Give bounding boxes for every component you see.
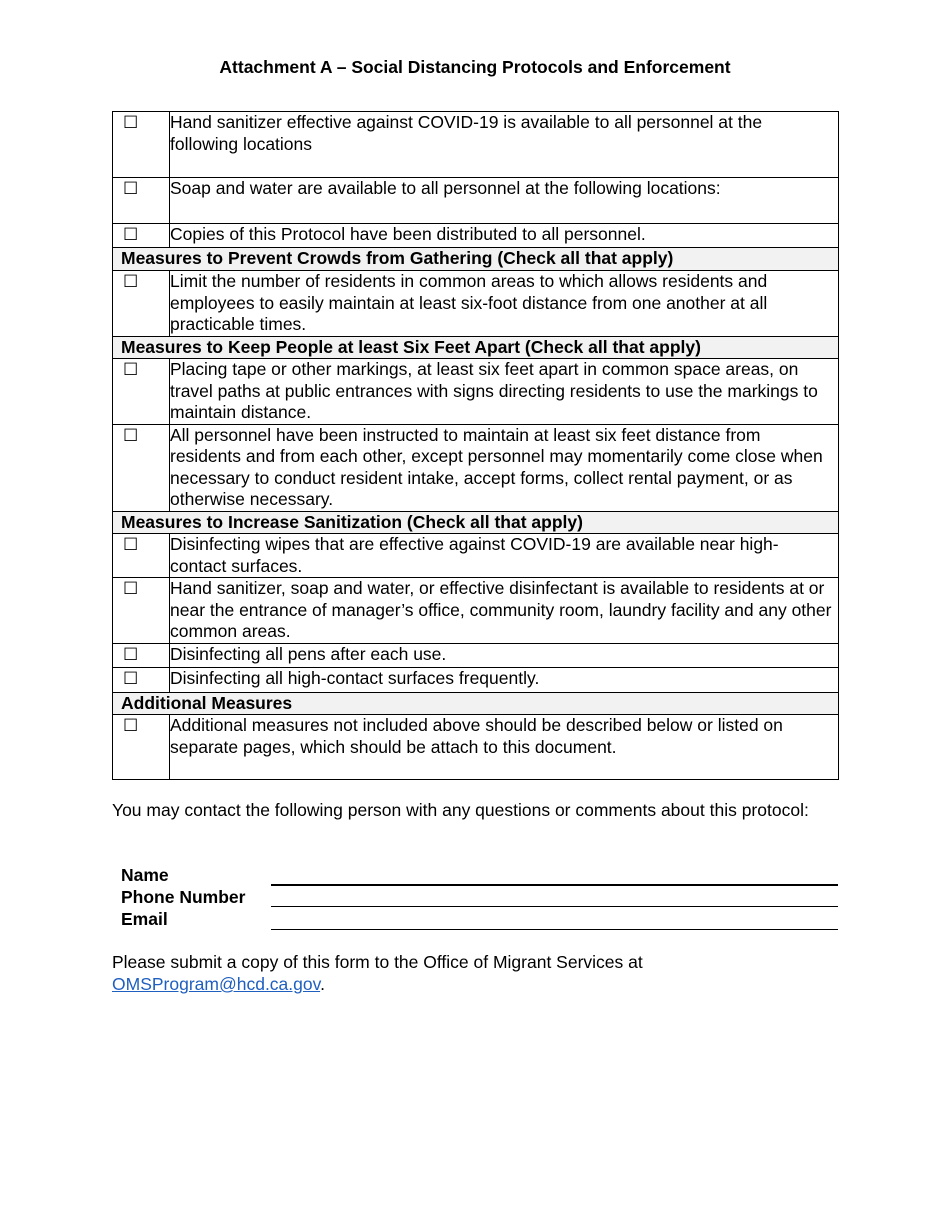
- checkbox[interactable]: ☐: [113, 715, 170, 780]
- table-row: [113, 224, 839, 248]
- row-text: Additional measures not included above should be described below or listed on separate pages, which should be attach to this document.: [170, 715, 839, 780]
- table-row: [113, 271, 839, 337]
- phone-label: Phone Number: [121, 887, 246, 907]
- submit-instructions: [112, 951, 832, 995]
- row-text: Placing tape or other markings, at least six feet apart in common space areas, on travel paths at public entrances with signs directing residents to use the markings to maintain distance.: [170, 359, 839, 425]
- table-row: [113, 178, 839, 224]
- row-text: Disinfecting all high-contact surfaces frequently.: [170, 667, 839, 692]
- checkbox[interactable]: ☐: [113, 359, 170, 425]
- section-header: Additional Measures: [113, 692, 839, 715]
- row-text: Disinfecting all pens after each use.: [170, 643, 839, 667]
- contact-intro: You may contact the following person with any questions or comments about this protocol:: [112, 800, 809, 820]
- row-text: Soap and water are available to all personnel at the following locations:: [170, 178, 839, 224]
- submit-text: Please submit a copy of this form to the Office of Migrant Services at: [112, 952, 643, 972]
- table-row: [113, 359, 839, 425]
- table-row: [113, 578, 839, 644]
- row-text: All personnel have been instructed to maintain at least six feet distance from residents and from each other, except personnel may momentarily come close when necessary to conduct resident intake, accept forms, collect rental payment, or as otherwise necessary.: [170, 424, 839, 511]
- table-row: [113, 424, 839, 511]
- checkbox[interactable]: ☐: [113, 643, 170, 667]
- table-row: [113, 667, 839, 692]
- email-field[interactable]: [271, 929, 838, 930]
- section-header: Measures to Prevent Crowds from Gathering (Check all that apply): [113, 248, 839, 271]
- protocol-checklist-table: [112, 111, 839, 780]
- table-row: [113, 534, 839, 578]
- email-label: Email: [121, 909, 168, 929]
- page-title: Attachment A – Social Distancing Protocols and Enforcement: [219, 57, 731, 77]
- checkbox[interactable]: ☐: [113, 178, 170, 224]
- row-text: Disinfecting wipes that are effective against COVID-19 are available near high-contact surfaces.: [170, 534, 839, 578]
- row-text: Hand sanitizer effective against COVID-19 is available to all personnel at the following locations: [170, 112, 839, 178]
- checkbox[interactable]: ☐: [113, 424, 170, 511]
- section-header: Measures to Keep People at least Six Feet Apart (Check all that apply): [113, 336, 839, 359]
- checkbox[interactable]: ☐: [113, 578, 170, 644]
- checkbox[interactable]: ☐: [113, 224, 170, 248]
- name-field[interactable]: [271, 884, 838, 886]
- table-row: [113, 715, 839, 780]
- row-text: Limit the number of residents in common areas to which allows residents and employees to easily maintain at least six-foot distance from one another at all practicable times.: [170, 271, 839, 337]
- row-text: Hand sanitizer, soap and water, or effective disinfectant is available to residents at or near the entrance of manager’s office, community room, laundry facility and any other common areas.: [170, 578, 839, 644]
- row-text: Copies of this Protocol have been distributed to all personnel.: [170, 224, 839, 248]
- checkbox[interactable]: ☐: [113, 271, 170, 337]
- phone-field[interactable]: [271, 906, 838, 907]
- checkbox[interactable]: ☐: [113, 112, 170, 178]
- section-header: Measures to Increase Sanitization (Check all that apply): [113, 511, 839, 534]
- checkbox[interactable]: ☐: [113, 667, 170, 692]
- table-row: [113, 112, 839, 178]
- table-row: [113, 643, 839, 667]
- checkbox[interactable]: ☐: [113, 534, 170, 578]
- submit-period: .: [320, 974, 325, 994]
- name-label: Name: [121, 865, 169, 885]
- email-link[interactable]: OMSProgram@hcd.ca.gov: [112, 974, 321, 994]
